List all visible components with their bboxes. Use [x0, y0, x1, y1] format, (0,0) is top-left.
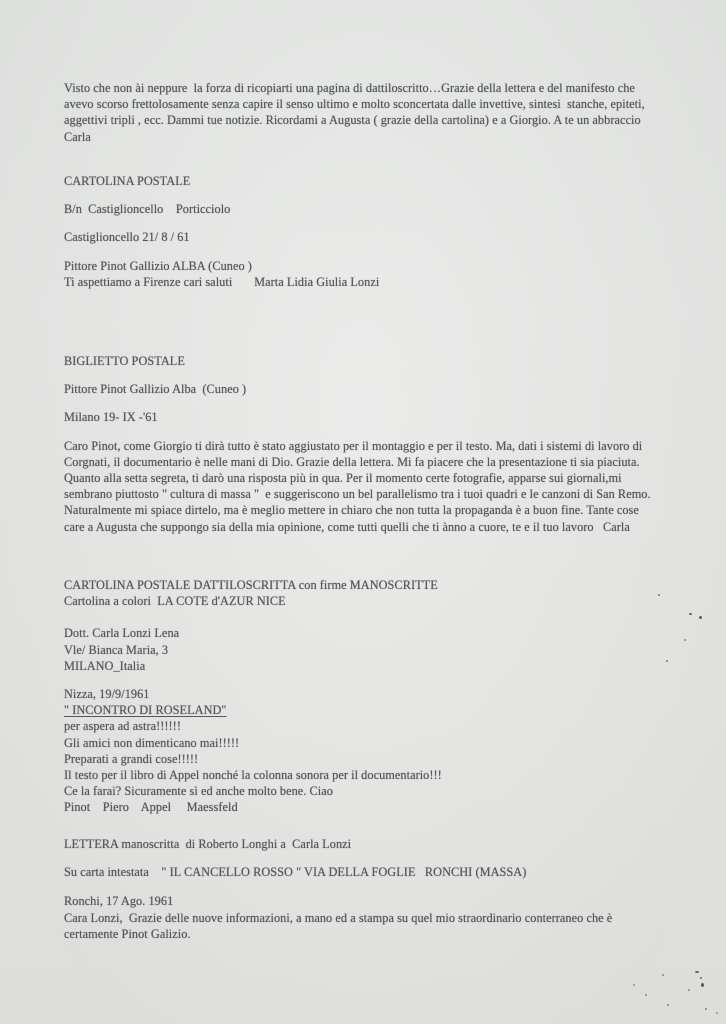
text-line: Milano 19- IX -'61: [64, 410, 158, 425]
text-line: Caro Pinot, come Giorgio ti dirà tutto è stato aggiustato per il montaggio e per il testo. Ma, dati i sistemi di lavoro di: [64, 438, 643, 453]
ink-speck: [666, 660, 668, 662]
text-line: Carla: [64, 129, 91, 144]
text-line: Ronchi, 17 Ago. 1961: [64, 894, 174, 909]
text-line: Preparati a grandi cose!!!!!: [64, 751, 199, 766]
section-biglietto-postale: [64, 353, 682, 535]
section-cartolina-postale: [64, 173, 682, 290]
section-cartolina-dattiloscritta: [64, 577, 682, 816]
text-line: care a Augusta che suppongo sia della mia opinione, come tutti quelli che ti ànno a cuore, te e il tuo lavoro Carla: [64, 519, 630, 534]
ink-speck: [695, 971, 699, 973]
text-line: Su carta intestata " IL CANCELLO ROSSO " VIA DELLA FOGLIE RONCHI (MASSA): [64, 865, 527, 880]
section-lettera-longhi: [64, 836, 682, 942]
ink-speck: [684, 639, 686, 641]
ink-speck: [716, 1012, 718, 1014]
text-line: Naturalmente mi spiace dirtelo, ma è meglio mettere in chiaro che non tutta la propaganda è a buon fine. Tante cose: [64, 503, 639, 518]
text-line: Visto che non ài neppure la forza di ricopiarti una pagina di dattiloscritto…Grazie della lettera e del manifesto che: [64, 81, 635, 95]
section-heading: CARTOLINA POSTALE: [64, 174, 191, 188]
section-heading: CARTOLINA POSTALE DATTILOSCRITTA con firme MANOSCRITTE: [64, 578, 438, 592]
ink-speck: [700, 977, 702, 979]
ink-speck: [701, 983, 704, 987]
section-intro-note: [64, 80, 682, 145]
text-line: Corgnati, il documentario è nelle mani di Dio. Grazie della lettera. Mi fa piacere che la presentazione ti sia piaciuta.: [64, 454, 640, 469]
text-line: Pinot Piero Appel Maessfeld: [64, 800, 238, 815]
text-line: Quanto alla setta segreta, ti darò una risposta più in qua. Per il momento certe fotografie, apparse sui giornali,mi: [64, 471, 622, 486]
text-line: Ce la farai? Sicuramente sì ed anche molto bene. Ciao: [64, 784, 333, 799]
text-line: Cartolina a colori LA COTE d'AZUR NICE: [64, 594, 286, 609]
ink-speck: [688, 989, 690, 991]
section-heading: BIGLIETTO POSTALE: [64, 354, 185, 368]
ink-speck: [705, 1008, 707, 1010]
text-line: Castiglioncello 21/ 8 / 61: [64, 230, 190, 245]
text-line: per aspera ad astra!!!!!!: [64, 719, 181, 734]
text-line: Il testo per il libro di Appel nonché la colonna sonora per il documentario!!!: [64, 768, 442, 783]
text-line: Gli amici non dimenticano mai!!!!!: [64, 735, 240, 750]
text-line: Pittore Pinot Gallizio Alba (Cuneo ): [64, 382, 247, 397]
text-line: Dott. Carla Lonzi Lena: [64, 626, 180, 641]
text-line: sembrano piuttosto " cultura di massa " e suggeriscono un bel parallelismo tra i tuoi quadri e le canzoni di San Remo.: [64, 487, 651, 502]
text-line: Pittore Pinot Gallizio ALBA (Cuneo ): [64, 258, 252, 273]
ink-speck: [645, 994, 647, 996]
section-heading: LETTERA manoscritta di Roberto Longhi a Carla Lonzi: [64, 837, 352, 851]
ink-speck: [658, 594, 660, 596]
text-line: Ti aspettiamo a Firenze cari saluti Marta Lidia Giulia Lonzi: [64, 274, 380, 289]
text-line: certamente Pinot Galizio.: [64, 926, 191, 941]
ink-speck: [633, 984, 635, 986]
text-line: Nizza, 19/9/1961: [64, 687, 150, 702]
text-line: MILANO_Italia: [64, 658, 146, 673]
text-line: Vle/ Bianca Maria, 3: [64, 642, 169, 657]
text-line: B/n Castiglioncello Porticciolo: [64, 202, 231, 217]
text-line: Cara Lonzi, Grazie delle nuove informazioni, a mano ed a stampa su quel mio straordinario conterraneo che è: [64, 910, 613, 925]
text-line: avevo scorso frettolosamente senza capire il senso ultimo e molto sconcertata dalle invettive, sintesi stanche, epiteti,: [64, 97, 645, 112]
ink-speck: [662, 974, 664, 976]
ink-speck: [667, 1004, 669, 1006]
ink-speck: [689, 613, 692, 615]
text-line: " INCONTRO DI ROSELAND": [64, 703, 227, 718]
text-line: aggettivi tripli , ecc. Dammi tue notizie. Ricordami a Augusta ( grazie della cartolina) e a Giorgio. A te un abbraccio: [64, 113, 641, 128]
ink-speck: [699, 616, 702, 619]
